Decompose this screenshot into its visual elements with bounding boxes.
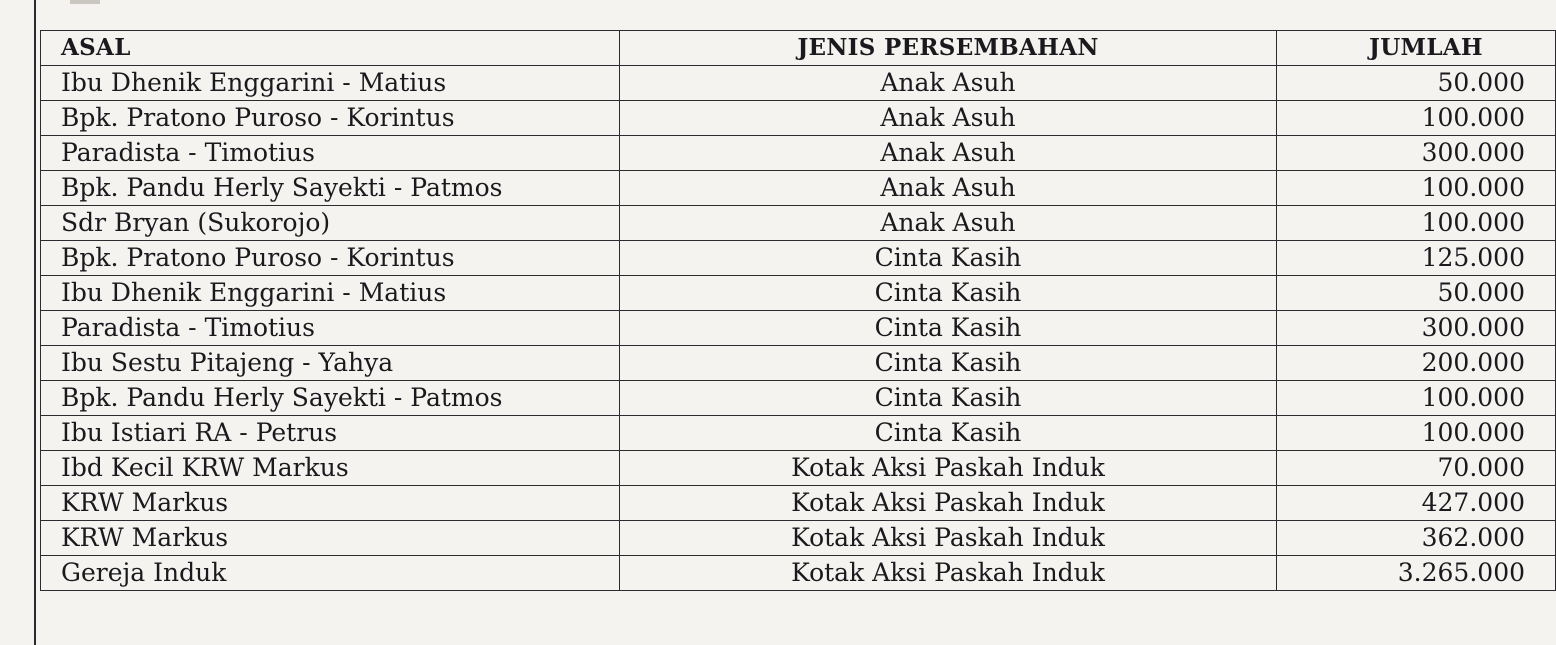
page-edge-line — [34, 0, 36, 645]
header-jumlah: JUMLAH — [1277, 31, 1556, 66]
cell-jenis-persembahan: Cinta Kasih — [620, 241, 1277, 276]
cell-jenis-persembahan: Cinta Kasih — [620, 416, 1277, 451]
cell-jenis-persembahan: Cinta Kasih — [620, 346, 1277, 381]
table-row — [41, 521, 1556, 556]
table-row — [41, 381, 1556, 416]
cell-jumlah: 100.000 — [1277, 381, 1556, 416]
table-row — [41, 276, 1556, 311]
table-body — [41, 66, 1556, 591]
cell-jenis-persembahan: Cinta Kasih — [620, 381, 1277, 416]
cell-jumlah: 100.000 — [1277, 101, 1556, 136]
table-row — [41, 66, 1556, 101]
cell-asal: Ibu Sestu Pitajeng - Yahya — [41, 346, 620, 381]
cell-jenis-persembahan: Kotak Aksi Paskah Induk — [620, 486, 1277, 521]
table-row — [41, 486, 1556, 521]
table-header — [41, 31, 1556, 66]
cell-jumlah: 200.000 — [1277, 346, 1556, 381]
header-asal: ASAL — [41, 31, 620, 66]
cell-jenis-persembahan: Anak Asuh — [620, 101, 1277, 136]
cell-jumlah: 50.000 — [1277, 276, 1556, 311]
cell-jumlah: 300.000 — [1277, 311, 1556, 346]
cell-asal: KRW Markus — [41, 486, 620, 521]
cell-asal: Bpk. Pandu Herly Sayekti - Patmos — [41, 381, 620, 416]
cell-jumlah: 3.265.000 — [1277, 556, 1556, 591]
cell-jenis-persembahan: Anak Asuh — [620, 66, 1277, 101]
cell-jumlah: 427.000 — [1277, 486, 1556, 521]
cell-jenis-persembahan: Anak Asuh — [620, 171, 1277, 206]
table-row — [41, 101, 1556, 136]
cell-asal: KRW Markus — [41, 521, 620, 556]
cell-jenis-persembahan: Cinta Kasih — [620, 276, 1277, 311]
cell-jenis-persembahan: Anak Asuh — [620, 206, 1277, 241]
table-row — [41, 556, 1556, 591]
cell-asal: Paradista - Timotius — [41, 311, 620, 346]
cell-jumlah: 70.000 — [1277, 451, 1556, 486]
cell-asal: Ibu Dhenik Enggarini - Matius — [41, 276, 620, 311]
cell-jumlah: 100.000 — [1277, 171, 1556, 206]
cell-asal: Bpk. Pandu Herly Sayekti - Patmos — [41, 171, 620, 206]
cell-jumlah: 100.000 — [1277, 416, 1556, 451]
cell-jumlah: 100.000 — [1277, 206, 1556, 241]
cell-jumlah: 362.000 — [1277, 521, 1556, 556]
cell-jumlah: 50.000 — [1277, 66, 1556, 101]
cell-asal: Ibu Istiari RA - Petrus — [41, 416, 620, 451]
table-row — [41, 241, 1556, 276]
cell-asal: Gereja Induk — [41, 556, 620, 591]
offering-table — [40, 30, 1556, 591]
header-jenis-persembahan: JENIS PERSEMBAHAN — [620, 31, 1277, 66]
cell-asal: Sdr Bryan (Sukorojo) — [41, 206, 620, 241]
header-row — [41, 31, 1556, 66]
cell-asal: Bpk. Pratono Puroso - Korintus — [41, 101, 620, 136]
table-row — [41, 136, 1556, 171]
table-row — [41, 451, 1556, 486]
cell-asal: Ibu Dhenik Enggarini - Matius — [41, 66, 620, 101]
cell-jumlah: 125.000 — [1277, 241, 1556, 276]
top-mark — [70, 0, 100, 4]
cell-jenis-persembahan: Kotak Aksi Paskah Induk — [620, 556, 1277, 591]
cell-jenis-persembahan: Cinta Kasih — [620, 311, 1277, 346]
table-row — [41, 206, 1556, 241]
cell-jumlah: 300.000 — [1277, 136, 1556, 171]
table-row — [41, 346, 1556, 381]
cell-jenis-persembahan: Anak Asuh — [620, 136, 1277, 171]
cell-asal: Bpk. Pratono Puroso - Korintus — [41, 241, 620, 276]
table-row — [41, 416, 1556, 451]
cell-jenis-persembahan: Kotak Aksi Paskah Induk — [620, 521, 1277, 556]
cell-jenis-persembahan: Kotak Aksi Paskah Induk — [620, 451, 1277, 486]
cell-asal: Paradista - Timotius — [41, 136, 620, 171]
table-row — [41, 171, 1556, 206]
cell-asal: Ibd Kecil KRW Markus — [41, 451, 620, 486]
table-row — [41, 311, 1556, 346]
